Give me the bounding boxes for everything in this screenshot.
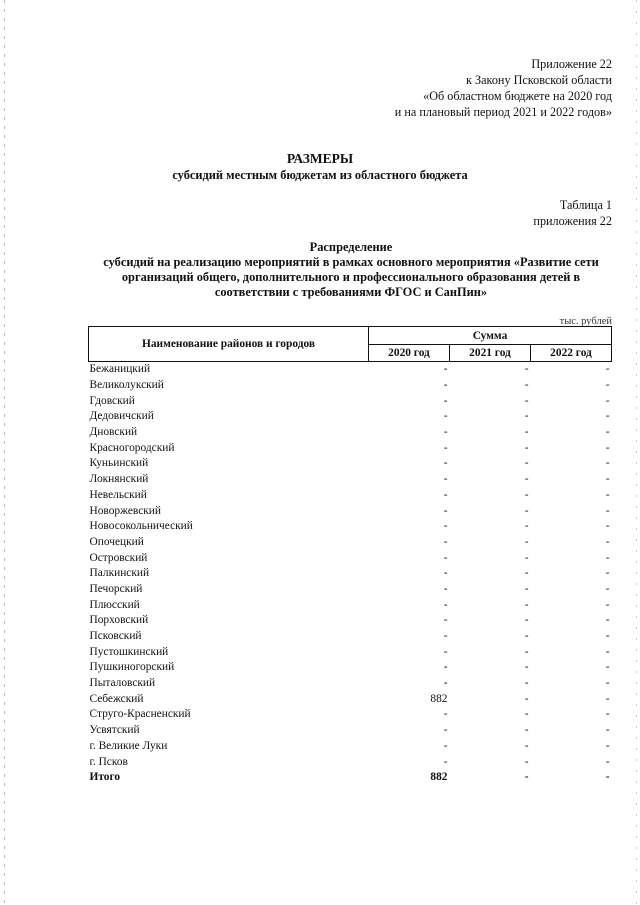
table-row xyxy=(89,597,612,613)
amount-cell: - xyxy=(605,410,610,423)
amount-cell: - xyxy=(524,677,529,690)
table-reference-line: приложения 22 xyxy=(533,214,612,228)
amount-cell: - xyxy=(443,755,448,768)
amount-cell: - xyxy=(443,645,448,658)
district-name: Псковский xyxy=(89,630,142,643)
amount-cell: - xyxy=(443,520,448,533)
amount-cell: - xyxy=(605,363,610,376)
scan-edge-right xyxy=(636,0,637,905)
table-row xyxy=(89,676,612,692)
amount-cell: - xyxy=(443,598,448,611)
table-row xyxy=(89,456,612,472)
amount-cell: - xyxy=(443,363,448,376)
district-name: г. Псков xyxy=(89,755,128,768)
amount-cell: - xyxy=(524,441,529,454)
total-amount-cell: 882 xyxy=(430,771,448,784)
district-name: Палкинский xyxy=(89,567,150,580)
district-name: Себежский xyxy=(89,692,144,705)
annex-block xyxy=(395,56,612,120)
district-name: Струго-Красненский xyxy=(89,708,191,721)
district-name: Бежаницкий xyxy=(89,363,151,376)
amount-cell: - xyxy=(524,598,529,611)
amount-cell: - xyxy=(443,582,448,595)
amount-cell: - xyxy=(524,724,529,737)
table-row xyxy=(89,362,612,378)
amount-cell: - xyxy=(443,724,448,737)
header-year-2021: 2021 год xyxy=(450,345,531,362)
table-row xyxy=(89,550,612,566)
district-name: Локнянский xyxy=(89,473,149,486)
amount-cell: - xyxy=(605,394,610,407)
amount-cell: - xyxy=(605,755,610,768)
annex-line: Приложение 22 xyxy=(531,57,612,71)
distribution-line: соответствии с требованиями ФГОС и СанПин» xyxy=(214,285,488,299)
table-row xyxy=(89,519,612,535)
table-row xyxy=(89,691,612,707)
table-row xyxy=(89,613,612,629)
annex-line: к Закону Псковской области xyxy=(466,73,612,87)
table-row xyxy=(89,503,612,519)
amount-cell: - xyxy=(605,379,610,392)
table-row xyxy=(89,660,612,676)
document-subtitle: субсидий местным бюджетам из областного бюджета xyxy=(172,168,468,182)
amount-cell: - xyxy=(605,598,610,611)
district-name: Новоржевский xyxy=(89,504,161,517)
district-name: Пыталовский xyxy=(89,677,156,690)
amount-cell: - xyxy=(524,614,529,627)
header-year-2022: 2022 год xyxy=(531,345,612,362)
district-name: Куньинский xyxy=(89,457,149,470)
district-name: Красногородский xyxy=(89,441,175,454)
amount-cell: - xyxy=(605,535,610,548)
district-name: Пушкиногорский xyxy=(89,661,175,674)
amount-cell: - xyxy=(443,535,448,548)
district-name: Дедовичский xyxy=(89,410,154,423)
table-row xyxy=(89,425,612,441)
amount-cell: - xyxy=(524,535,529,548)
amount-cell: - xyxy=(605,614,610,627)
table-row xyxy=(89,535,612,551)
amount-cell: - xyxy=(524,567,529,580)
table-row xyxy=(89,409,612,425)
amount-cell: - xyxy=(524,708,529,721)
table-row xyxy=(89,566,612,582)
amount-cell: - xyxy=(524,582,529,595)
table-row xyxy=(89,723,612,739)
scan-edge-left xyxy=(4,0,5,905)
distribution-heading-block xyxy=(70,240,632,300)
annex-line: «Об областном бюджете на 2020 год xyxy=(423,89,612,103)
amount-cell: - xyxy=(524,520,529,533)
table-row xyxy=(89,488,612,504)
amount-cell: - xyxy=(605,661,610,674)
amount-cell: 882 xyxy=(430,692,448,705)
amount-cell: - xyxy=(524,426,529,439)
unit-label: тыс. рублей xyxy=(559,316,612,327)
district-name: Гдовский xyxy=(89,394,135,407)
amount-cell: - xyxy=(605,724,610,737)
amount-cell: - xyxy=(605,645,610,658)
amount-cell: - xyxy=(605,677,610,690)
amount-cell: - xyxy=(443,661,448,674)
amount-cell: - xyxy=(524,661,529,674)
amount-cell: - xyxy=(443,473,448,486)
district-name: г. Великие Луки xyxy=(89,739,168,752)
amount-cell: - xyxy=(605,473,610,486)
amount-cell: - xyxy=(524,394,529,407)
amount-cell: - xyxy=(605,582,610,595)
amount-cell: - xyxy=(605,739,610,752)
table-body xyxy=(89,362,612,786)
amount-cell: - xyxy=(524,363,529,376)
total-amount-cell: - xyxy=(605,771,610,784)
district-name: Печорский xyxy=(89,582,143,595)
amount-cell: - xyxy=(443,426,448,439)
amount-cell: - xyxy=(605,488,610,501)
total-amount-cell: - xyxy=(524,771,529,784)
table-row xyxy=(89,472,612,488)
amount-cell: - xyxy=(605,708,610,721)
total-row xyxy=(89,770,612,786)
amount-cell: - xyxy=(605,551,610,564)
header-name: Наименование районов и городов xyxy=(89,327,369,362)
district-name: Островский xyxy=(89,551,148,564)
amount-cell: - xyxy=(443,441,448,454)
amount-cell: - xyxy=(443,739,448,752)
amount-cell: - xyxy=(524,630,529,643)
amount-cell: - xyxy=(605,692,610,705)
district-name: Опочецкий xyxy=(89,535,144,548)
table-row xyxy=(89,707,612,723)
table-row xyxy=(89,629,612,645)
header-year-2020: 2020 год xyxy=(369,345,450,362)
amount-cell: - xyxy=(443,379,448,392)
district-name: Порховский xyxy=(89,614,149,627)
table-reference xyxy=(533,197,612,229)
table-row xyxy=(89,644,612,660)
amount-cell: - xyxy=(524,739,529,752)
amount-cell: - xyxy=(443,410,448,423)
amount-cell: - xyxy=(443,488,448,501)
amount-cell: - xyxy=(524,692,529,705)
district-name: Дновский xyxy=(89,426,138,439)
distribution-heading: Распределение xyxy=(309,240,393,254)
amount-cell: - xyxy=(443,614,448,627)
amount-cell: - xyxy=(443,567,448,580)
amount-cell: - xyxy=(524,473,529,486)
district-name: Новосокольнический xyxy=(89,520,193,533)
table-row xyxy=(89,739,612,755)
amount-cell: - xyxy=(605,426,610,439)
table-row xyxy=(89,378,612,394)
amount-cell: - xyxy=(524,457,529,470)
amount-cell: - xyxy=(605,630,610,643)
amount-cell: - xyxy=(443,551,448,564)
amount-cell: - xyxy=(524,645,529,658)
amount-cell: - xyxy=(524,488,529,501)
table-row xyxy=(89,754,612,770)
header-sum: Сумма xyxy=(369,327,612,345)
amount-cell: - xyxy=(605,520,610,533)
amount-cell: - xyxy=(524,410,529,423)
document-title: РАЗМЕРЫ xyxy=(286,151,354,166)
amount-cell: - xyxy=(605,441,610,454)
amount-cell: - xyxy=(524,551,529,564)
amount-cell: - xyxy=(524,379,529,392)
table-reference-line: Таблица 1 xyxy=(559,198,612,212)
amount-cell: - xyxy=(524,755,529,768)
table-row xyxy=(89,440,612,456)
distribution-line: субсидий на реализацию мероприятий в рамках основного мероприятия «Развитие сети xyxy=(103,255,599,269)
amount-cell: - xyxy=(443,677,448,690)
district-name: Невельский xyxy=(89,488,147,501)
amount-cell: - xyxy=(524,504,529,517)
amount-cell: - xyxy=(443,630,448,643)
amount-cell: - xyxy=(443,708,448,721)
amount-cell: - xyxy=(605,457,610,470)
amount-cell: - xyxy=(443,394,448,407)
district-name: Великолукский xyxy=(89,379,164,392)
table-row xyxy=(89,582,612,598)
amount-cell: - xyxy=(443,504,448,517)
amount-cell: - xyxy=(443,457,448,470)
district-name: Пустошкинский xyxy=(89,645,169,658)
annex-line: и на плановый период 2021 и 2022 годов» xyxy=(394,105,612,119)
distribution-line: организаций общего, дополнительного и профессионального образования детей в xyxy=(121,270,581,284)
district-name: Усвятский xyxy=(89,724,140,737)
table-row xyxy=(89,393,612,409)
subsidy-table xyxy=(88,326,612,786)
district-name: Плюсский xyxy=(89,598,140,611)
amount-cell: - xyxy=(605,504,610,517)
amount-cell: - xyxy=(605,567,610,580)
total-label: Итого xyxy=(89,771,121,784)
